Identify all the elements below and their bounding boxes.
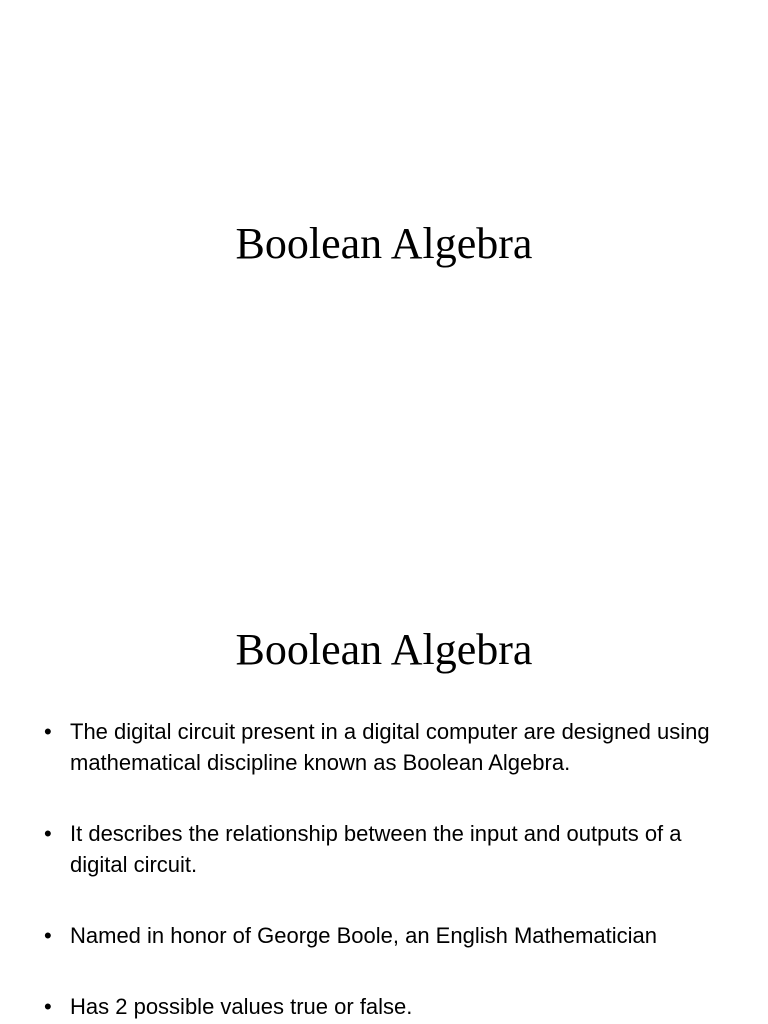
slide-title: Boolean Algebra xyxy=(235,219,533,268)
bullet-text: It describes the relationship between the input and outputs of a digital circuit. xyxy=(70,821,682,877)
bullet-item xyxy=(40,991,730,1022)
title-slide xyxy=(0,0,768,432)
bullet-icon: • xyxy=(44,821,52,846)
bullet-list xyxy=(40,716,730,1022)
bullet-icon: • xyxy=(44,923,52,948)
bullet-icon: • xyxy=(44,719,52,744)
bullet-item xyxy=(40,716,730,778)
bullet-item xyxy=(40,920,730,951)
bullet-item xyxy=(40,818,730,880)
slide-title: Boolean Algebra xyxy=(235,625,533,674)
bullet-icon: • xyxy=(44,994,52,1019)
bullet-text: Has 2 possible values true or false. xyxy=(70,994,413,1019)
content-slide xyxy=(0,576,768,1024)
bullet-text: The digital circuit present in a digital computer are designed using mathematical discipline known as Boolean Algebra. xyxy=(70,719,710,775)
bullet-text: Named in honor of George Boole, an English Mathematician xyxy=(70,923,658,948)
